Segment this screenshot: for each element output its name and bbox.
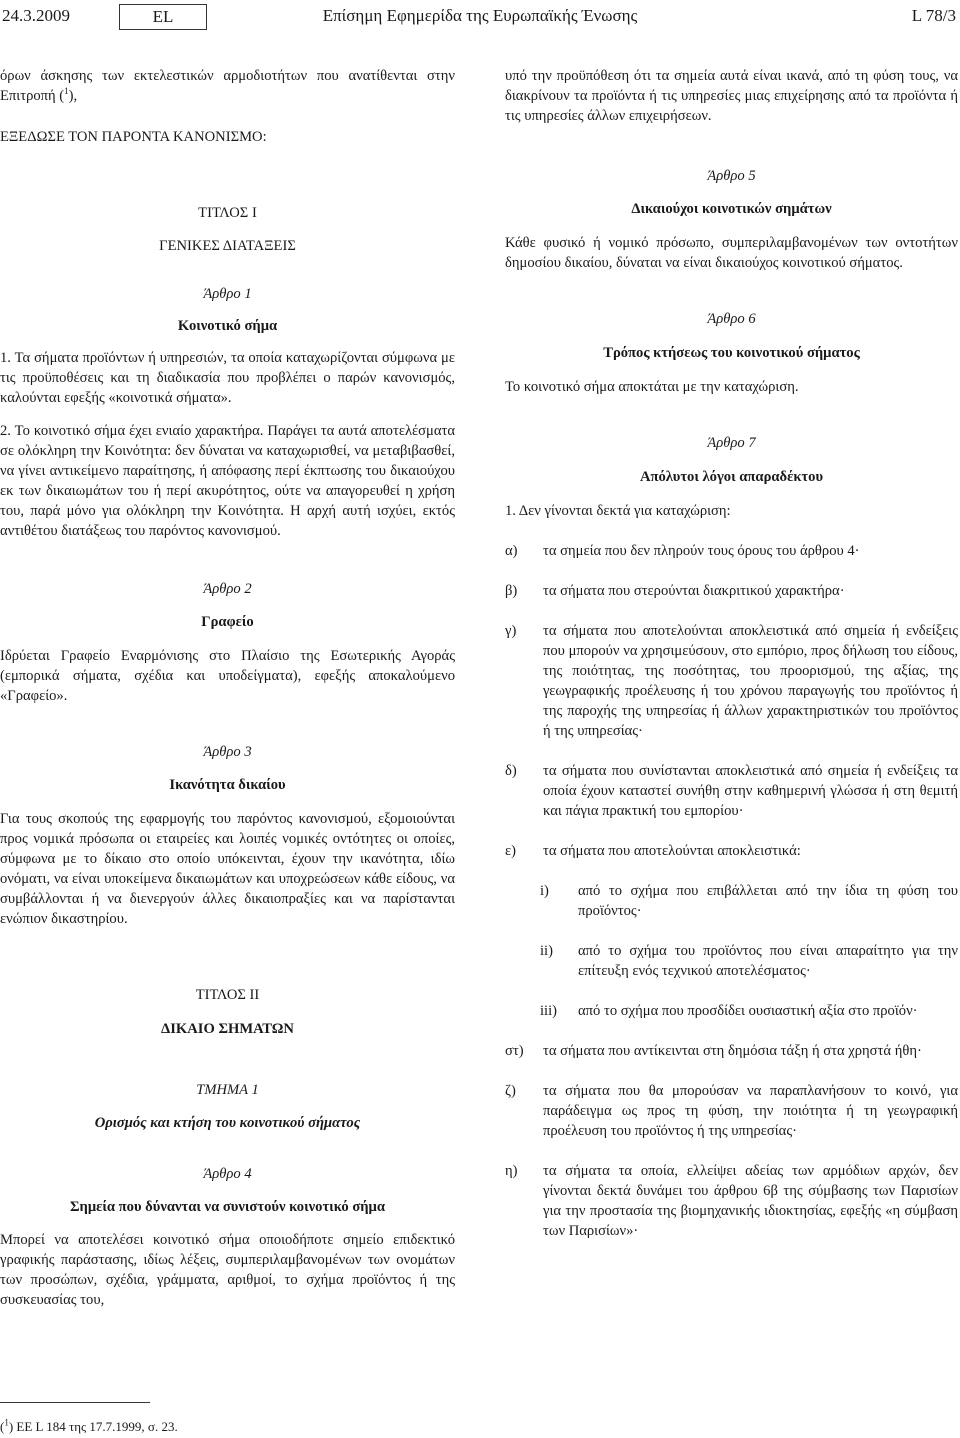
article-7-title: Απόλυτοι λόγοι απαραδέκτου — [639, 469, 824, 485]
article-3-heading: Άρθρο 3 — [203, 744, 252, 760]
list-item-label: ζ) — [505, 1083, 516, 1099]
sub-list-item-text: από το σχήμα που προσδίδει ουσιαστική αξία στο προϊόν· — [578, 1003, 918, 1019]
list-item — [505, 841, 958, 861]
article-2-title: Γραφείο — [201, 614, 254, 630]
article-3-title: Ικανότητα δικαίου — [169, 777, 286, 793]
sub-list-item — [505, 881, 958, 921]
sub-list-item-label: iii) — [540, 1003, 558, 1019]
title-2-heading: ΤΙΤΛΟΣ II — [195, 987, 260, 1003]
section-1-title: Ορισμός και κτήση του κοινοτικού σήματος — [94, 1115, 361, 1131]
article-6-paragraph: Το κοινοτικό σήμα αποκτάται με την καταχώριση. — [505, 379, 799, 395]
sub-list-item — [505, 1001, 958, 1021]
list-item-label: ε) — [505, 843, 516, 859]
article-6-heading: Άρθρο 6 — [707, 311, 756, 327]
article-6-title: Τρόπος κτήσεως του κοινοτικού σήματος — [603, 345, 860, 361]
footnote-mark: 1 — [4, 1417, 9, 1428]
article-4-paragraph: Μπορεί να αποτελέσει κοινοτικό σήμα οποιοδήποτε σημείο επιδεκτικό γραφικής παράστασης, ιδίως λέξεις, συμπεριλαμβανομένων των ονομάτων των προσώπων, σχέδια, γράμματα, αριθμοί, το σχήμα προϊόντος ή της συσκευασίας του, — [0, 1232, 455, 1308]
article-1-paragraph-2: 2. Το κοινοτικό σήμα έχει ενιαίο χαρακτήρα. Παράγει τα αυτά αποτελέσματα σε ολόκληρη την Κοινότητα: δεν δύναται να καταχωρισθεί, να μεταβιβασθεί, να γίνει αντικείμενο παραίτησης, ή απόφασης περί έκπτωσης του δικαιούχου εκ των δικαιωμάτων του ή περί ακυρότητος, ούτε να απαγορευθεί η χρήση του, παρά μόνο για ολόκληρη την Κοινότητα. Η αρχή αυτή ισχύει, εκτός αντιθέτου διατάξεως του παρόντος κανονισμού. — [0, 423, 455, 539]
article-7-heading: Άρθρο 7 — [707, 435, 756, 451]
list-item-label: δ) — [505, 763, 517, 779]
footnote-divider — [0, 1402, 150, 1403]
section-1-heading: ΤΜΗΜΑ 1 — [196, 1082, 259, 1098]
article-1-heading: Άρθρο 1 — [203, 286, 252, 302]
sub-list-item-label: ii) — [540, 943, 553, 959]
article-3-paragraph: Για τους σκοπούς της εφαρμογής του παρόντος κανονισμού, εξομοιούνται προς νομικά πρόσωπα οι εταιρείες και λοιπές νομικές οντότητες οι οποίες, σύμφωνα με το δίκαιο στο οποίο υπόκεινται, έχουν την ικανότητα, ιδίω ονόματι, να είναι υποκείμενα δικαιωμάτων και υποχρεώσεων κάθε είδους, να συμβάλλονται ή να διενεργούν άλλες δικαιοπραξίες και να παρίστανται ενώπιον δικαστηρίου. — [0, 811, 455, 927]
page-header — [2, 4, 958, 30]
list-item-label: β) — [505, 583, 518, 599]
list-item-label: γ) — [505, 623, 517, 639]
article-1-paragraph-1: 1. Τα σήματα προϊόντων ή υπηρεσιών, τα οποία καταχωρίζονται σύμφωνα με τις προϋποθέσεις και τη διαδικασία που προβλέπει ο παρών κανονισμός, καλούνται εφεξής «κοινοτικά σήματα». — [0, 350, 455, 406]
title-1-heading: ΤΙΤΛΟΣ I — [198, 205, 257, 221]
language-badge: EL — [119, 4, 207, 30]
list-item-text: τα σήματα τα οποία, ελλείψει αδείας των αρμόδιων αρχών, δεν γίνονται δεκτά δυνάμει του άρθρου 6β της σύμβασης των Παρισίων για την προστασία της βιομηχανικής ιδιοκτησίας, εφεξής «η σύμβαση των Παρισίων»· — [543, 1163, 958, 1239]
list-item — [505, 761, 958, 821]
sub-list-item — [505, 941, 958, 981]
list-item — [505, 621, 958, 741]
list-item-text: τα σήματα που αντίκεινται στη δημόσια τάξη ή στα χρηστά ήθη· — [543, 1043, 922, 1059]
list-item-text: τα σήματα που συνίστανται αποκλειστικά από σημεία ή ενδείξεις τα οποία έχουν καταστεί συνήθη στην καθημερινή γλώσσα ή στη θεμιτή και πάγια πρακτική του εμπορίου· — [543, 763, 958, 819]
title-1-name: ΓΕΝΙΚΕΣ ΔΙΑΤΑΞΕΙΣ — [159, 238, 296, 254]
journal-title: Επίσημη Εφημερίδα της Ευρωπαϊκής Ένωσης — [322, 6, 638, 25]
page-number: L 78/3 — [911, 6, 956, 25]
article-5-title: Δικαιούχοι κοινοτικών σημάτων — [631, 201, 832, 217]
publication-date: 24.3.2009 — [2, 6, 70, 25]
left-column — [0, 66, 455, 1310]
list-item — [505, 1161, 958, 1241]
article-4-heading: Άρθρο 4 — [203, 1166, 252, 1182]
list-item-text: τα σήματα που αποτελούνται αποκλειστικά: — [543, 843, 801, 859]
sub-list-item-text: από το σχήμα που επιβάλλεται από την ίδια τη φύση του προϊόντος· — [578, 883, 958, 919]
footnote-text: ) ΕΕ L 184 της 17.7.1999, σ. 23. — [8, 1419, 178, 1434]
article-5-heading: Άρθρο 5 — [707, 168, 756, 184]
list-item-text: τα σημεία που δεν πληρούν τους όρους του άρθρου 4· — [543, 543, 860, 559]
title-2-name: ΔΙΚΑΙΟ ΣΗΜΑΤΩΝ — [161, 1021, 294, 1037]
sub-list-item-text: από το σχήμα του προϊόντος που είναι απαραίτητο για την επίτευξη ενός τεχνικού αποτελέσματος· — [578, 943, 958, 979]
list-item — [505, 1081, 958, 1141]
continuation-paragraph: υπό την προϋπόθεση ότι τα σημεία αυτά είναι ικανά, από τη φύση τους, να διακρίνουν τα προϊόντα ή τις υπηρεσίες μιας επιχείρησης από τα προϊόντα ή τις υπηρεσίες άλλων επιχειρήσεων. — [505, 68, 958, 124]
list-item — [505, 581, 958, 601]
adoption-clause: ΕΞΕΔΩΣΕ ΤΟΝ ΠΑΡΟΝΤΑ ΚΑΝΟΝΙΣΜΟ: — [0, 129, 267, 145]
article-1-title: Κοινοτικό σήμα — [177, 318, 278, 334]
article-2-heading: Άρθρο 2 — [203, 581, 252, 597]
list-item-text: τα σήματα που στερούνται διακριτικού χαρακτήρα· — [543, 583, 845, 599]
sub-list-item-label: i) — [540, 883, 549, 899]
article-4-title: Σημεία που δύνανται να συνιστούν κοινοτικό σήμα — [70, 1199, 385, 1215]
article-5-paragraph: Κάθε φυσικό ή νομικό πρόσωπο, συμπεριλαμβανομένων των οντοτήτων δημοσίου δικαίου, δύναται να είναι δικαιούχος κοινοτικού σήματος. — [505, 235, 958, 271]
list-item-label: α) — [505, 543, 518, 559]
list-item-text: τα σήματα που θα μπορούσαν να παραπλανήσουν το κοινό, για παράδειγμα ως προς τη φύση, την ποιότητα ή τη γεωγραφική προέλευση του προϊόντος ή της υπηρεσίας· — [543, 1083, 958, 1139]
intro-paragraph: όρων άσκησης των εκτελεστικών αρμοδιοτήτων που ανατίθενται στην Επιτροπή ($^1$), — [0, 68, 455, 104]
list-item — [505, 541, 958, 561]
article-2-paragraph: Ιδρύεται Γραφείο Εναρμόνισης στο Πλαίσιο της Εσωτερικής Αγοράς (εμπορικά σήματα, σχέδια και υποδείγματα), εφεξής αποκαλούμενο «Γραφείο». — [0, 648, 455, 704]
list-item-label: η) — [505, 1163, 518, 1179]
article-7-intro: 1. Δεν γίνονται δεκτά για καταχώριση: — [505, 503, 731, 519]
list-item-text: τα σήματα που αποτελούνται αποκλειστικά από σημεία ή ενδείξεις που μπορούν να χρησιμεύσουν, στο εμπόριο, προς δήλωση του είδους, της ποιότητας, της ποσότητας, του προορισμού, της αξίας, της γεωγραφικής προέλευσης ή του χρόνου παραγωγής του προϊόντος ή της παροχής της υπηρεσίας ή άλλων χαρακτηριστικών του προϊόντος ή της υπηρεσίας· — [543, 623, 958, 739]
list-item — [505, 1041, 958, 1061]
list-item-label: στ) — [505, 1043, 524, 1059]
footnote: ($^1$) ΕΕ L 184 της 17.7.1999, σ. 23. — [0, 1417, 178, 1434]
right-column — [505, 66, 958, 1241]
footnote-ref[interactable]: 1 — [64, 86, 69, 97]
